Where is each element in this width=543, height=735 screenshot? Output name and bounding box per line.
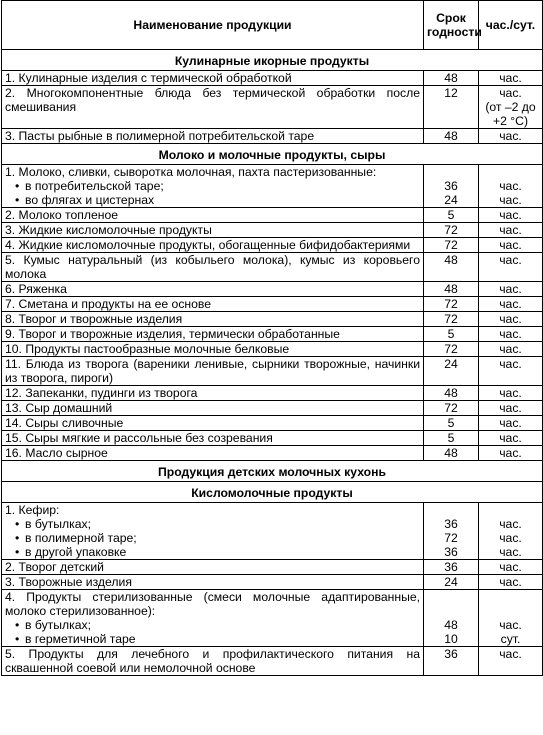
header-shelf-life: Срок годности xyxy=(424,1,479,50)
shelf-life-value: 72 xyxy=(444,297,458,311)
table-row xyxy=(2,401,543,416)
unit-value: сут. xyxy=(500,632,521,646)
shelf-life-value: 72 xyxy=(444,238,458,252)
product-sub-item: • в полимерной таре; xyxy=(5,531,420,545)
product-name: 5. Продукты для лечебного и профилактического питания на сквашенной соевой или немолочной основе xyxy=(5,647,420,675)
product-name-cell xyxy=(2,647,424,676)
unit-cell xyxy=(479,312,543,327)
product-name-cell xyxy=(2,416,424,431)
product-name-cell xyxy=(2,590,424,647)
section-title: Кулинарные икорные продукты xyxy=(2,50,543,71)
table-row xyxy=(2,165,543,208)
product-name-cell xyxy=(2,86,424,129)
shelf-life-value: 10 xyxy=(444,632,458,646)
product-name-cell xyxy=(2,327,424,342)
product-name: 1. Кефир: xyxy=(5,503,60,517)
product-name-cell xyxy=(2,208,424,223)
shelf-life-cell xyxy=(424,238,479,253)
table-row xyxy=(2,446,543,461)
product-name: 6. Ряженка xyxy=(5,282,67,296)
unit-value: час. xyxy=(499,193,522,207)
shelf-life-cell xyxy=(424,312,479,327)
table-row xyxy=(2,129,543,144)
unit-cell xyxy=(479,238,543,253)
product-name: 2. Многокомпонентные блюда без термической обработки после смешивания xyxy=(5,86,420,114)
product-name: 3. Жидкие кисломолочные продукты xyxy=(5,223,212,237)
section-row xyxy=(2,461,543,482)
shelf-life-value: 5 xyxy=(447,327,455,341)
product-name: 7. Сметана и продукты на ее основе xyxy=(5,297,212,311)
unit-value: час. xyxy=(499,401,522,415)
unit-value: час. xyxy=(499,446,522,460)
shelf-life-value xyxy=(427,503,475,517)
table-row xyxy=(2,327,543,342)
unit-cell xyxy=(479,342,543,357)
header-unit: час./сут. xyxy=(479,1,543,50)
unit-cell xyxy=(479,590,543,647)
unit-cell xyxy=(479,575,543,590)
unit-value: час. xyxy=(499,179,522,193)
table-row xyxy=(2,503,543,560)
shelf-life-value: 48 xyxy=(444,446,458,460)
unit-cell xyxy=(479,327,543,342)
shelf-life-cell xyxy=(424,208,479,223)
shelf-life-value: 48 xyxy=(444,282,458,296)
product-name: 13. Сыр домашний xyxy=(5,401,113,415)
shelf-life-value: 72 xyxy=(444,342,458,356)
product-name-cell xyxy=(2,386,424,401)
product-name-cell xyxy=(2,503,424,560)
shelf-life-value: 72 xyxy=(444,223,458,237)
shelf-life-value: 24 xyxy=(444,357,458,371)
product-name: 3. Пасты рыбные в полимерной потребительской таре xyxy=(5,129,315,143)
product-name: 8. Творог и творожные изделия xyxy=(5,312,183,326)
shelf-life-value: 36 xyxy=(444,560,458,574)
header-product-name: Наименование продукции xyxy=(2,1,424,50)
unit-value: час. xyxy=(499,545,522,559)
unit-value: час. xyxy=(499,386,522,400)
product-name-cell xyxy=(2,575,424,590)
shelf-life-cell xyxy=(424,129,479,144)
table-row xyxy=(2,357,543,386)
unit-value: час. xyxy=(499,416,522,430)
product-name: 11. Блюда из творога (вареники ленивые, сырники творожные, начинки из творога, пироги) xyxy=(5,357,420,385)
unit-cell xyxy=(479,431,543,446)
unit-value: час. xyxy=(499,253,522,267)
shelf-life-value xyxy=(427,590,475,604)
shelf-life-cell xyxy=(424,647,479,676)
shelf-life-value: 5 xyxy=(447,431,455,445)
unit-value xyxy=(482,604,539,618)
unit-cell xyxy=(479,165,543,208)
product-name-cell xyxy=(2,342,424,357)
shelf-life-cell xyxy=(424,342,479,357)
product-name: 4. Продукты стерилизованные (смеси молочные адаптированные, молоко стерилизованное): xyxy=(5,590,420,618)
shelf-life-cell xyxy=(424,297,479,312)
shelf-life-cell xyxy=(424,446,479,461)
shelf-life-value: 12 xyxy=(444,86,458,100)
table-row xyxy=(2,297,543,312)
table-row xyxy=(2,416,543,431)
table-header-row xyxy=(2,1,543,50)
unit-value: час. xyxy=(499,71,522,85)
shelf-life-cell xyxy=(424,71,479,86)
shelf-life-value: 48 xyxy=(444,71,458,85)
unit-value: час. xyxy=(499,575,522,589)
section-row xyxy=(2,144,543,165)
shelf-life-cell xyxy=(424,431,479,446)
product-name-cell xyxy=(2,282,424,297)
shelf-life-value xyxy=(427,165,475,179)
unit-value: час. xyxy=(499,282,522,296)
shelf-life-cell xyxy=(424,503,479,560)
product-name-cell xyxy=(2,165,424,208)
unit-cell xyxy=(479,223,543,238)
product-name-cell xyxy=(2,446,424,461)
table-row xyxy=(2,590,543,647)
product-name-cell xyxy=(2,129,424,144)
unit-value: час. xyxy=(499,342,522,356)
unit-cell xyxy=(479,129,543,144)
product-name: 1. Молоко, сливки, сыворотка молочная, пахта пастеризованные: xyxy=(5,165,377,179)
unit-value: час. xyxy=(499,618,522,632)
shelf-life-value: 36 xyxy=(444,545,458,559)
section-title: Молоко и молочные продукты, сыры xyxy=(2,144,543,165)
product-name: 9. Творог и творожные изделия, термически обработанные xyxy=(5,327,340,341)
shelf-life-value: 72 xyxy=(444,401,458,415)
product-name: 12. Запеканки, пудинги из творога xyxy=(5,386,198,400)
shelf-life-value: 5 xyxy=(447,208,455,222)
section-row xyxy=(2,482,543,503)
product-name: 4. Жидкие кисломолочные продукты, обогащенные бифидобактериями xyxy=(5,238,411,252)
product-sub-item: • в герметичной таре xyxy=(5,632,420,646)
product-sub-item: • в другой упаковке xyxy=(5,545,420,559)
unit-cell xyxy=(479,401,543,416)
table-row xyxy=(2,208,543,223)
unit-value: час. xyxy=(499,223,522,237)
table-row xyxy=(2,342,543,357)
product-name: 3. Творожные изделия xyxy=(5,575,132,589)
unit-value: час. xyxy=(499,531,522,545)
shelf-life-cell xyxy=(424,416,479,431)
unit-value: час. xyxy=(499,238,522,252)
shelf-life-value: 24 xyxy=(444,193,458,207)
shelf-life-value: 36 xyxy=(444,517,458,531)
shelf-life-value: 5 xyxy=(447,416,455,430)
product-name-cell xyxy=(2,312,424,327)
unit-value: час. xyxy=(499,431,522,445)
unit-value: час. xyxy=(499,647,522,661)
unit-cell xyxy=(479,503,543,560)
product-sub-item: • во флягах и цистернах xyxy=(5,193,420,207)
table-row xyxy=(2,238,543,253)
shelf-life-cell xyxy=(424,223,479,238)
unit-value: (от –2 до xyxy=(485,100,536,114)
shelf-life-value: 48 xyxy=(444,129,458,143)
unit-value: час. xyxy=(499,517,522,531)
product-sub-item: • в бутылках; xyxy=(5,618,420,632)
unit-value: час. xyxy=(499,312,522,326)
product-name: 1. Кулинарные изделия с термической обработкой xyxy=(5,71,292,85)
product-name-cell xyxy=(2,71,424,86)
product-name-cell xyxy=(2,401,424,416)
unit-value: час. xyxy=(499,129,522,143)
shelf-life-cell xyxy=(424,86,479,129)
product-name: 15. Сыры мягкие и рассольные без созревания xyxy=(5,431,273,445)
unit-value: час. xyxy=(499,357,522,371)
product-name: 2. Творог детский xyxy=(5,560,104,574)
unit-cell xyxy=(479,647,543,676)
product-name-cell xyxy=(2,253,424,282)
product-name-cell xyxy=(2,238,424,253)
shelf-life-value: 36 xyxy=(444,179,458,193)
unit-value xyxy=(482,165,539,179)
table-row xyxy=(2,431,543,446)
shelf-life-value: 36 xyxy=(444,647,458,661)
shelf-life-cell xyxy=(424,401,479,416)
shelf-life-cell xyxy=(424,165,479,208)
section-row xyxy=(2,50,543,71)
section-title: Продукция детских молочных кухонь xyxy=(2,461,543,482)
product-name-cell xyxy=(2,431,424,446)
shelf-life-table xyxy=(1,0,543,676)
shelf-life-cell xyxy=(424,590,479,647)
table-body xyxy=(2,50,543,676)
table-row xyxy=(2,223,543,238)
shelf-life-value: 48 xyxy=(444,618,458,632)
product-name-cell xyxy=(2,357,424,386)
shelf-life-cell xyxy=(424,386,479,401)
shelf-life-value: 72 xyxy=(444,531,458,545)
unit-value: час. xyxy=(499,297,522,311)
unit-value: час. xyxy=(499,208,522,222)
unit-value xyxy=(482,503,539,517)
unit-cell xyxy=(479,208,543,223)
table-row xyxy=(2,86,543,129)
shelf-life-cell xyxy=(424,575,479,590)
table-row xyxy=(2,386,543,401)
product-sub-item: • в потребительской таре; xyxy=(5,179,420,193)
table-row xyxy=(2,560,543,575)
unit-cell xyxy=(479,253,543,282)
unit-value: час. xyxy=(499,86,522,100)
product-name: 16. Масло сырное xyxy=(5,446,108,460)
unit-cell xyxy=(479,282,543,297)
unit-value xyxy=(482,590,539,604)
product-name: 10. Продукты пастообразные молочные белковые xyxy=(5,342,290,356)
shelf-life-value: 72 xyxy=(444,312,458,326)
unit-cell xyxy=(479,386,543,401)
unit-cell xyxy=(479,297,543,312)
section-title: Кисломолочные продукты xyxy=(2,482,543,503)
table-row xyxy=(2,282,543,297)
shelf-life-cell xyxy=(424,282,479,297)
table-row xyxy=(2,575,543,590)
unit-value: час. xyxy=(499,560,522,574)
shelf-life-cell xyxy=(424,327,479,342)
table-row xyxy=(2,253,543,282)
unit-cell xyxy=(479,357,543,386)
product-name: 14. Сыры сливочные xyxy=(5,416,124,430)
shelf-life-value: 24 xyxy=(444,575,458,589)
product-sub-item: • в бутылках; xyxy=(5,517,420,531)
table-row xyxy=(2,647,543,676)
shelf-life-value: 48 xyxy=(444,253,458,267)
unit-cell xyxy=(479,71,543,86)
shelf-life-cell xyxy=(424,253,479,282)
product-name-cell xyxy=(2,560,424,575)
unit-cell xyxy=(479,416,543,431)
shelf-life-cell xyxy=(424,560,479,575)
product-name: 5. Кумыс натуральный (из кобыльего молока), кумыс из коровьего молока xyxy=(5,253,420,281)
unit-value: час. xyxy=(499,327,522,341)
product-name: 2. Молоко топленое xyxy=(5,208,119,222)
unit-cell xyxy=(479,446,543,461)
unit-cell xyxy=(479,86,543,129)
table-row xyxy=(2,71,543,86)
table-row xyxy=(2,312,543,327)
product-name-cell xyxy=(2,223,424,238)
shelf-life-cell xyxy=(424,357,479,386)
unit-cell xyxy=(479,560,543,575)
shelf-life-value: 48 xyxy=(444,386,458,400)
shelf-life-value xyxy=(427,604,475,618)
unit-value: +2 °С) xyxy=(492,114,528,128)
product-name-cell xyxy=(2,297,424,312)
